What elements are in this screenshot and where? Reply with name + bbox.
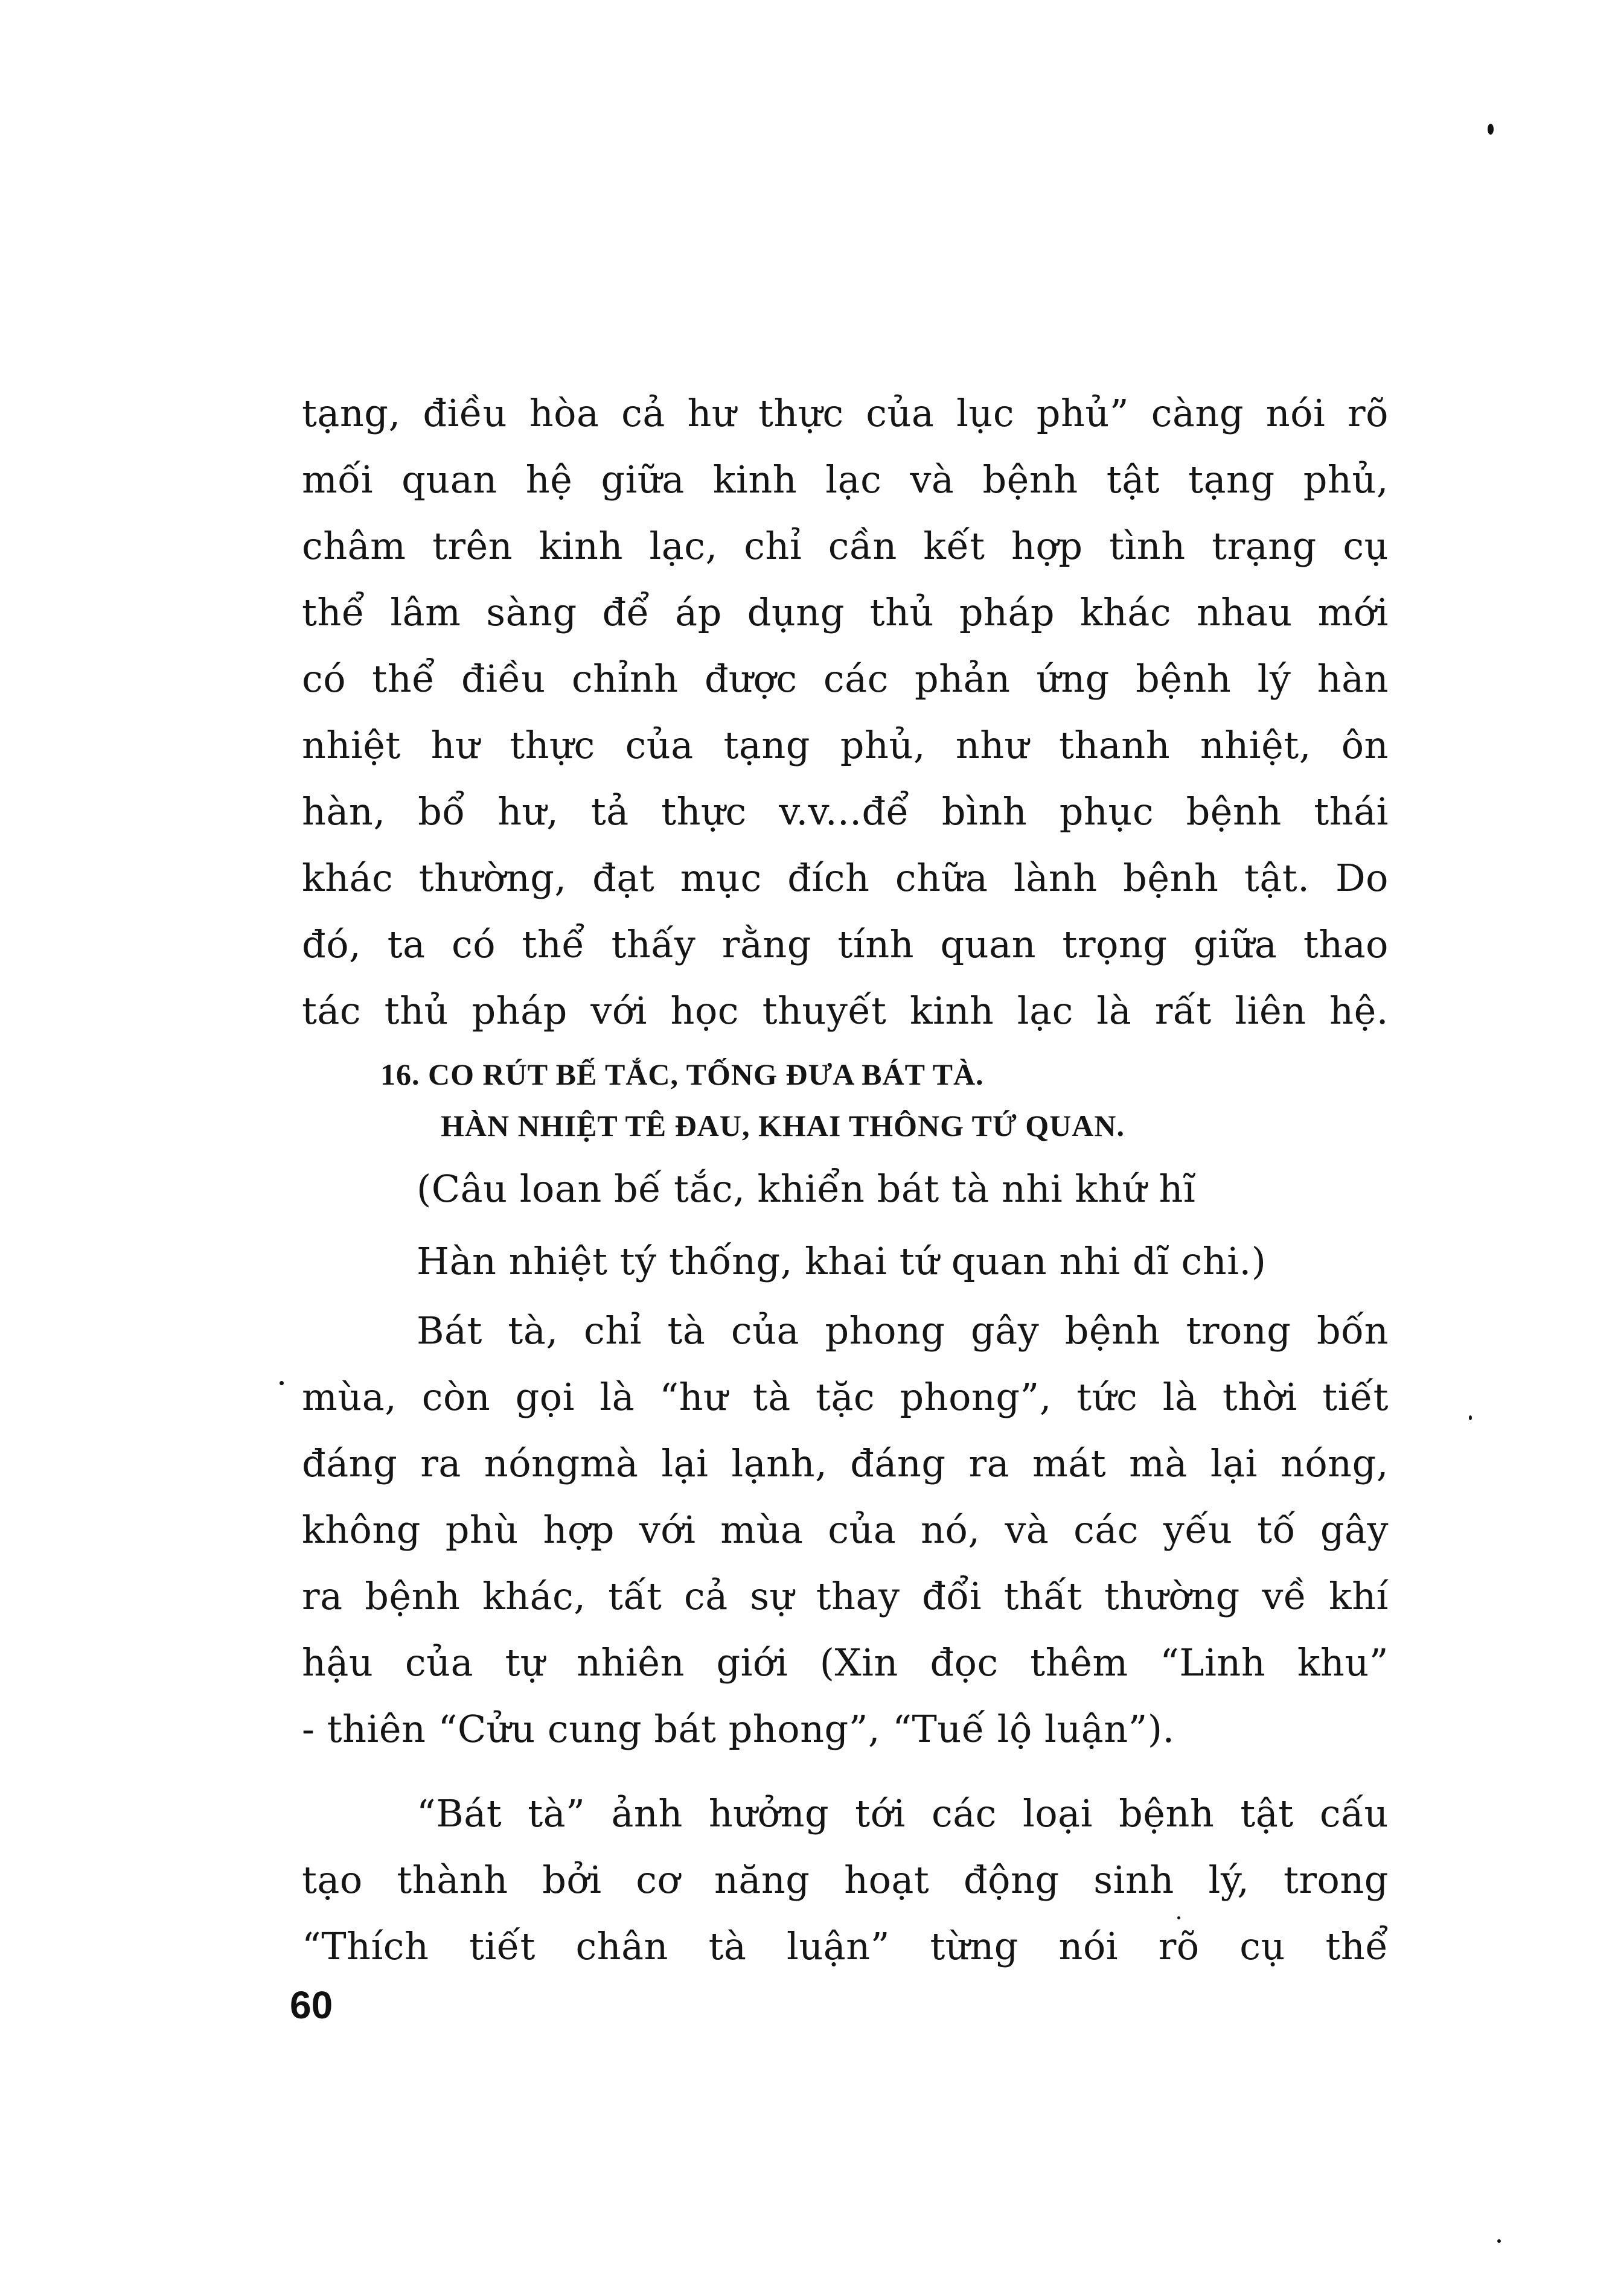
text-line: - thiên “Cửu cung bát phong”, “Tuế lộ luận”). <box>302 1707 1175 1751</box>
text-line: có thể điều chỉnh được các phản ứng bệnh lý hàn <box>302 657 1389 701</box>
text-line: nhiệt hư thực của tạng phủ, như thanh nhiệt, ôn <box>302 723 1389 767</box>
text-line: Bát tà, chỉ tà của phong gây bệnh trong bốn <box>417 1309 1389 1353</box>
page-number: 60 <box>290 1983 333 2027</box>
text-line: hàn, bổ hư, tả thực v.v...để bình phục bệnh thái <box>302 789 1389 834</box>
text-line: hậu của tự nhiên giới (Xin đọc thêm “Linh khu” <box>302 1641 1389 1685</box>
section-heading: HÀN NHIỆT TÊ ĐAU, KHAI THÔNG TỨ QUAN. <box>441 1109 1125 1143</box>
text-line: đó, ta có thể thấy rằng tính quan trọng giữa thao <box>302 922 1389 966</box>
text-line: ra bệnh khác, tất cả sự thay đổi thất thường về khí <box>302 1574 1389 1618</box>
scan-speck <box>1469 1415 1472 1420</box>
text-line: châm trên kinh lạc, chỉ cần kết hợp tình trạng cụ <box>302 524 1389 568</box>
text-line: thể lâm sàng để áp dụng thủ pháp khác nhau mới <box>302 590 1389 634</box>
text-line: mùa, còn gọi là “hư tà tặc phong”, tức là thời tiết <box>302 1375 1389 1419</box>
section-heading: 16. CO RÚT BẾ TẮC, TỐNG ĐƯA BÁT TÀ. <box>380 1057 984 1091</box>
text-line: đáng ra nóngmà lại lạnh, đáng ra mát mà lại nóng, <box>302 1441 1389 1485</box>
text-line: tạo thành bởi cơ năng hoạt động sinh lý, trong <box>302 1858 1389 1902</box>
text-line: mối quan hệ giữa kinh lạc và bệnh tật tạng phủ, <box>302 458 1389 502</box>
scan-speck <box>280 1381 284 1385</box>
text-line: khác thường, đạt mục đích chữa lành bệnh tật. Do <box>302 856 1389 900</box>
text-line: không phù hợp với mùa của nó, và các yếu tố gây <box>302 1508 1389 1552</box>
scan-speck <box>1488 124 1494 135</box>
text-line: “Thích tiết chân tà luận” từng nói rõ cụ thể <box>302 1924 1389 1968</box>
text-line: tác thủ pháp với học thuyết kinh lạc là rất liên hệ. <box>302 989 1389 1033</box>
verse-line: Hàn nhiệt tý thống, khai tứ quan nhi dĩ chi.) <box>417 1239 1267 1283</box>
verse-line: (Câu loan bế tắc, khiển bát tà nhi khứ hĩ <box>417 1167 1196 1211</box>
text-line: tạng, điều hòa cả hư thực của lục phủ” càng nói rõ <box>302 391 1389 435</box>
text-line: “Bát tà” ảnh hưởng tới các loại bệnh tật cấu <box>417 1791 1389 1835</box>
scan-speck <box>1497 2239 1501 2243</box>
